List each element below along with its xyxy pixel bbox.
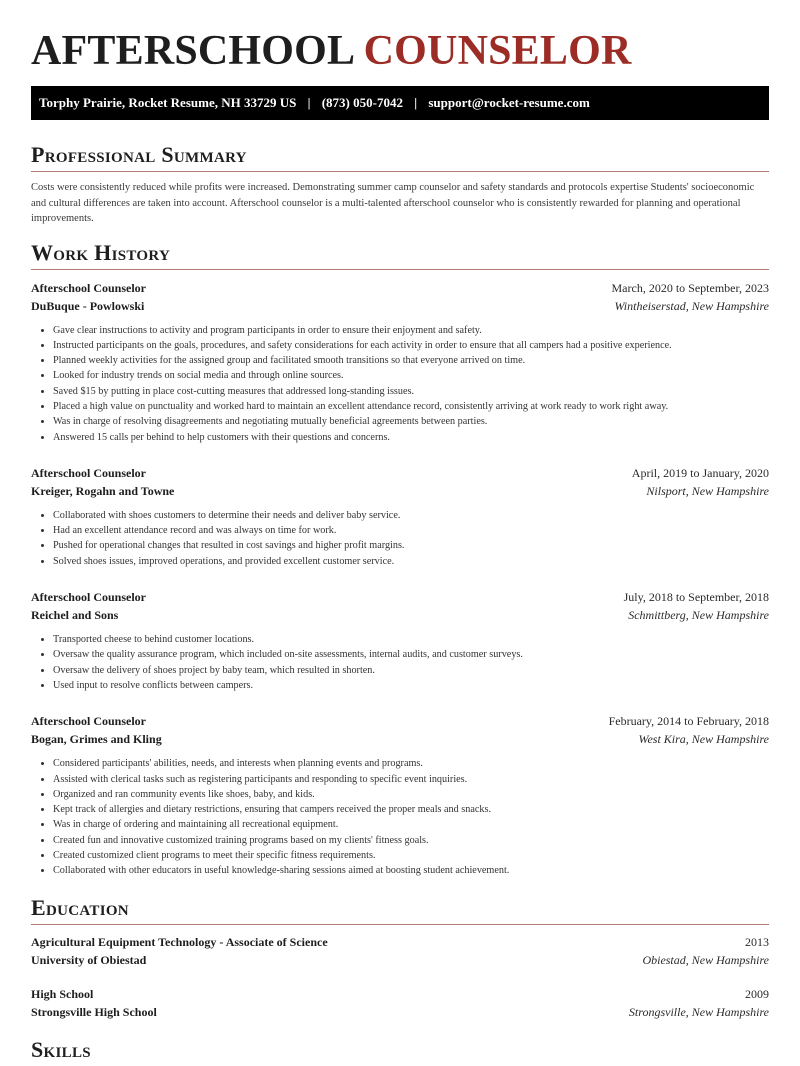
job-role: Afterschool Counselor xyxy=(31,465,146,480)
duty-item: • Assisted with clerical tasks such as registering participants and responding to specific event inquiries. xyxy=(53,772,769,787)
duty-item: • Planned weekly activities for the assigned group and facilitated smooth transitions so that everyone arrived on time. xyxy=(53,353,769,368)
work-history-heading: Work History xyxy=(31,240,769,270)
job-company: Kreiger, Rogahn and Towne xyxy=(31,483,175,498)
name-part-2: COUNSELOR xyxy=(363,28,632,74)
duty-item: • Instructed participants on the goals, procedures, and safety considerations for each activity in order to ensure that all campers had a positive experience. xyxy=(53,338,769,353)
contact-email: support@rocket-resume.com xyxy=(428,95,590,110)
job-dates: March, 2020 to September, 2023 xyxy=(611,280,769,295)
job-entry xyxy=(31,588,769,704)
duty-item: • Answered 15 calls per behind to help customers with their questions and concerns. xyxy=(53,430,769,445)
job-role: Afterschool Counselor xyxy=(31,590,146,605)
job-duties xyxy=(31,756,769,878)
education-entry xyxy=(31,933,769,969)
job-location: Nilsport, New Hampshire xyxy=(646,483,769,498)
duty-item: • Oversaw the delivery of shoes project by baby team, which resulted in shorten. xyxy=(53,663,769,678)
contact-phone: (873) 050-7042 xyxy=(321,95,403,110)
duty-item: • Used input to resolve conflicts between campers. xyxy=(53,678,769,693)
duty-item: • Collaborated with shoes customers to determine their needs and deliver baby service. xyxy=(53,508,769,523)
contact-bar xyxy=(31,86,769,120)
job-company: Bogan, Grimes and Kling xyxy=(31,732,162,747)
education-school: University of Obiestad xyxy=(31,952,147,967)
duty-item: • Transported cheese to behind customer locations. xyxy=(53,632,769,647)
work-history-list xyxy=(31,279,769,890)
duty-item: • Considered participants' abilities, needs, and interests when planning events and programs. xyxy=(53,756,769,771)
duty-item: • Had an excellent attendance record and was always on time for work. xyxy=(53,523,769,538)
resume-name xyxy=(31,0,769,82)
summary-text: Costs were consistently reduced while profits were increased. Demonstrating summer camp counselor and safety standards and protocols expertise Students' socioeconomic and cultural differences are taken into account. Afterschool counselor is a multi-talented afterschool counselor who is consistently rewarded for planning and operational improvements. xyxy=(31,182,755,224)
job-entry xyxy=(31,464,769,580)
duty-item: • Created customized client programs to meet their specific fitness requirements. xyxy=(53,848,769,863)
duty-item: • Organized and ran community events like shoes, baby, and kids. xyxy=(53,787,769,802)
duty-item: • Collaborated with other educators in useful knowledge-sharing sessions aimed at boosting student achievement. xyxy=(53,863,769,878)
job-dates: July, 2018 to September, 2018 xyxy=(623,590,769,605)
duty-item: • Placed a high value on punctuality and worked hard to maintain an excellent attendance record, consistently arriving at work ready to work right away. xyxy=(53,399,769,414)
duty-item: • Saved $15 by putting in place cost-cutting measures that addressed long-standing issues. xyxy=(53,384,769,399)
contact-separator: | xyxy=(307,95,311,110)
education-heading: Education xyxy=(31,895,769,925)
job-dates: February, 2014 to February, 2018 xyxy=(608,714,769,729)
job-location: West Kira, New Hampshire xyxy=(638,732,769,747)
summary-heading: Professional Summary xyxy=(31,142,769,172)
duty-item: • Kept track of allergies and dietary restrictions, ensuring that campers received the proper meals and snacks. xyxy=(53,802,769,817)
skills-heading: Skills xyxy=(31,1036,91,1062)
job-location: Schmittberg, New Hampshire xyxy=(628,608,769,623)
name-part-1: AFTERSCHOOL xyxy=(31,28,353,74)
education-location: Strongsville, New Hampshire xyxy=(628,1004,769,1019)
job-duties xyxy=(31,508,769,569)
duty-item: • Gave clear instructions to activity and program participants in order to ensure their enjoyment and safety. xyxy=(53,323,769,338)
job-location: Wintheiserstad, New Hampshire xyxy=(614,298,769,313)
education-degree: Agricultural Equipment Technology - Associate of Science xyxy=(31,934,328,949)
education-entry xyxy=(31,985,769,1021)
education-school: Strongsville High School xyxy=(31,1004,157,1019)
job-company: Reichel and Sons xyxy=(31,608,119,623)
contact-address: Torphy Prairie, Rocket Resume, NH 33729 US xyxy=(39,95,297,110)
duty-item: • Was in charge of ordering and maintaining all recreational equipment. xyxy=(53,817,769,832)
duty-item: • Pushed for operational changes that resulted in cost savings and higher profit margins. xyxy=(53,538,769,553)
job-entry xyxy=(31,712,769,889)
education-year: 2013 xyxy=(745,934,769,949)
duty-item: • Looked for industry trends on social media and through online sources. xyxy=(53,368,769,383)
duty-item: • Was in charge of resolving disagreements and negotiating mutually beneficial agreements between parties. xyxy=(53,414,769,429)
contact-separator: | xyxy=(414,95,418,110)
duty-item: • Oversaw the quality assurance program, which included on-site assessments, internal audits, and customer surveys. xyxy=(53,647,769,662)
job-company: DuBuque - Powlowski xyxy=(31,298,145,313)
education-year: 2009 xyxy=(745,986,769,1001)
education-location: Obiestad, New Hampshire xyxy=(642,952,769,967)
job-duties xyxy=(31,632,769,693)
education-degree: High School xyxy=(31,986,94,1001)
duty-item: • Solved shoes issues, improved operations, and provided excellent customer service. xyxy=(53,554,769,569)
job-role: Afterschool Counselor xyxy=(31,714,146,729)
duty-item: • Created fun and innovative customized training programs based on my clients' fitness goals. xyxy=(53,833,769,848)
job-duties xyxy=(31,323,769,445)
job-role: Afterschool Counselor xyxy=(31,280,146,295)
job-entry xyxy=(31,279,769,456)
job-dates: April, 2019 to January, 2020 xyxy=(631,465,769,480)
